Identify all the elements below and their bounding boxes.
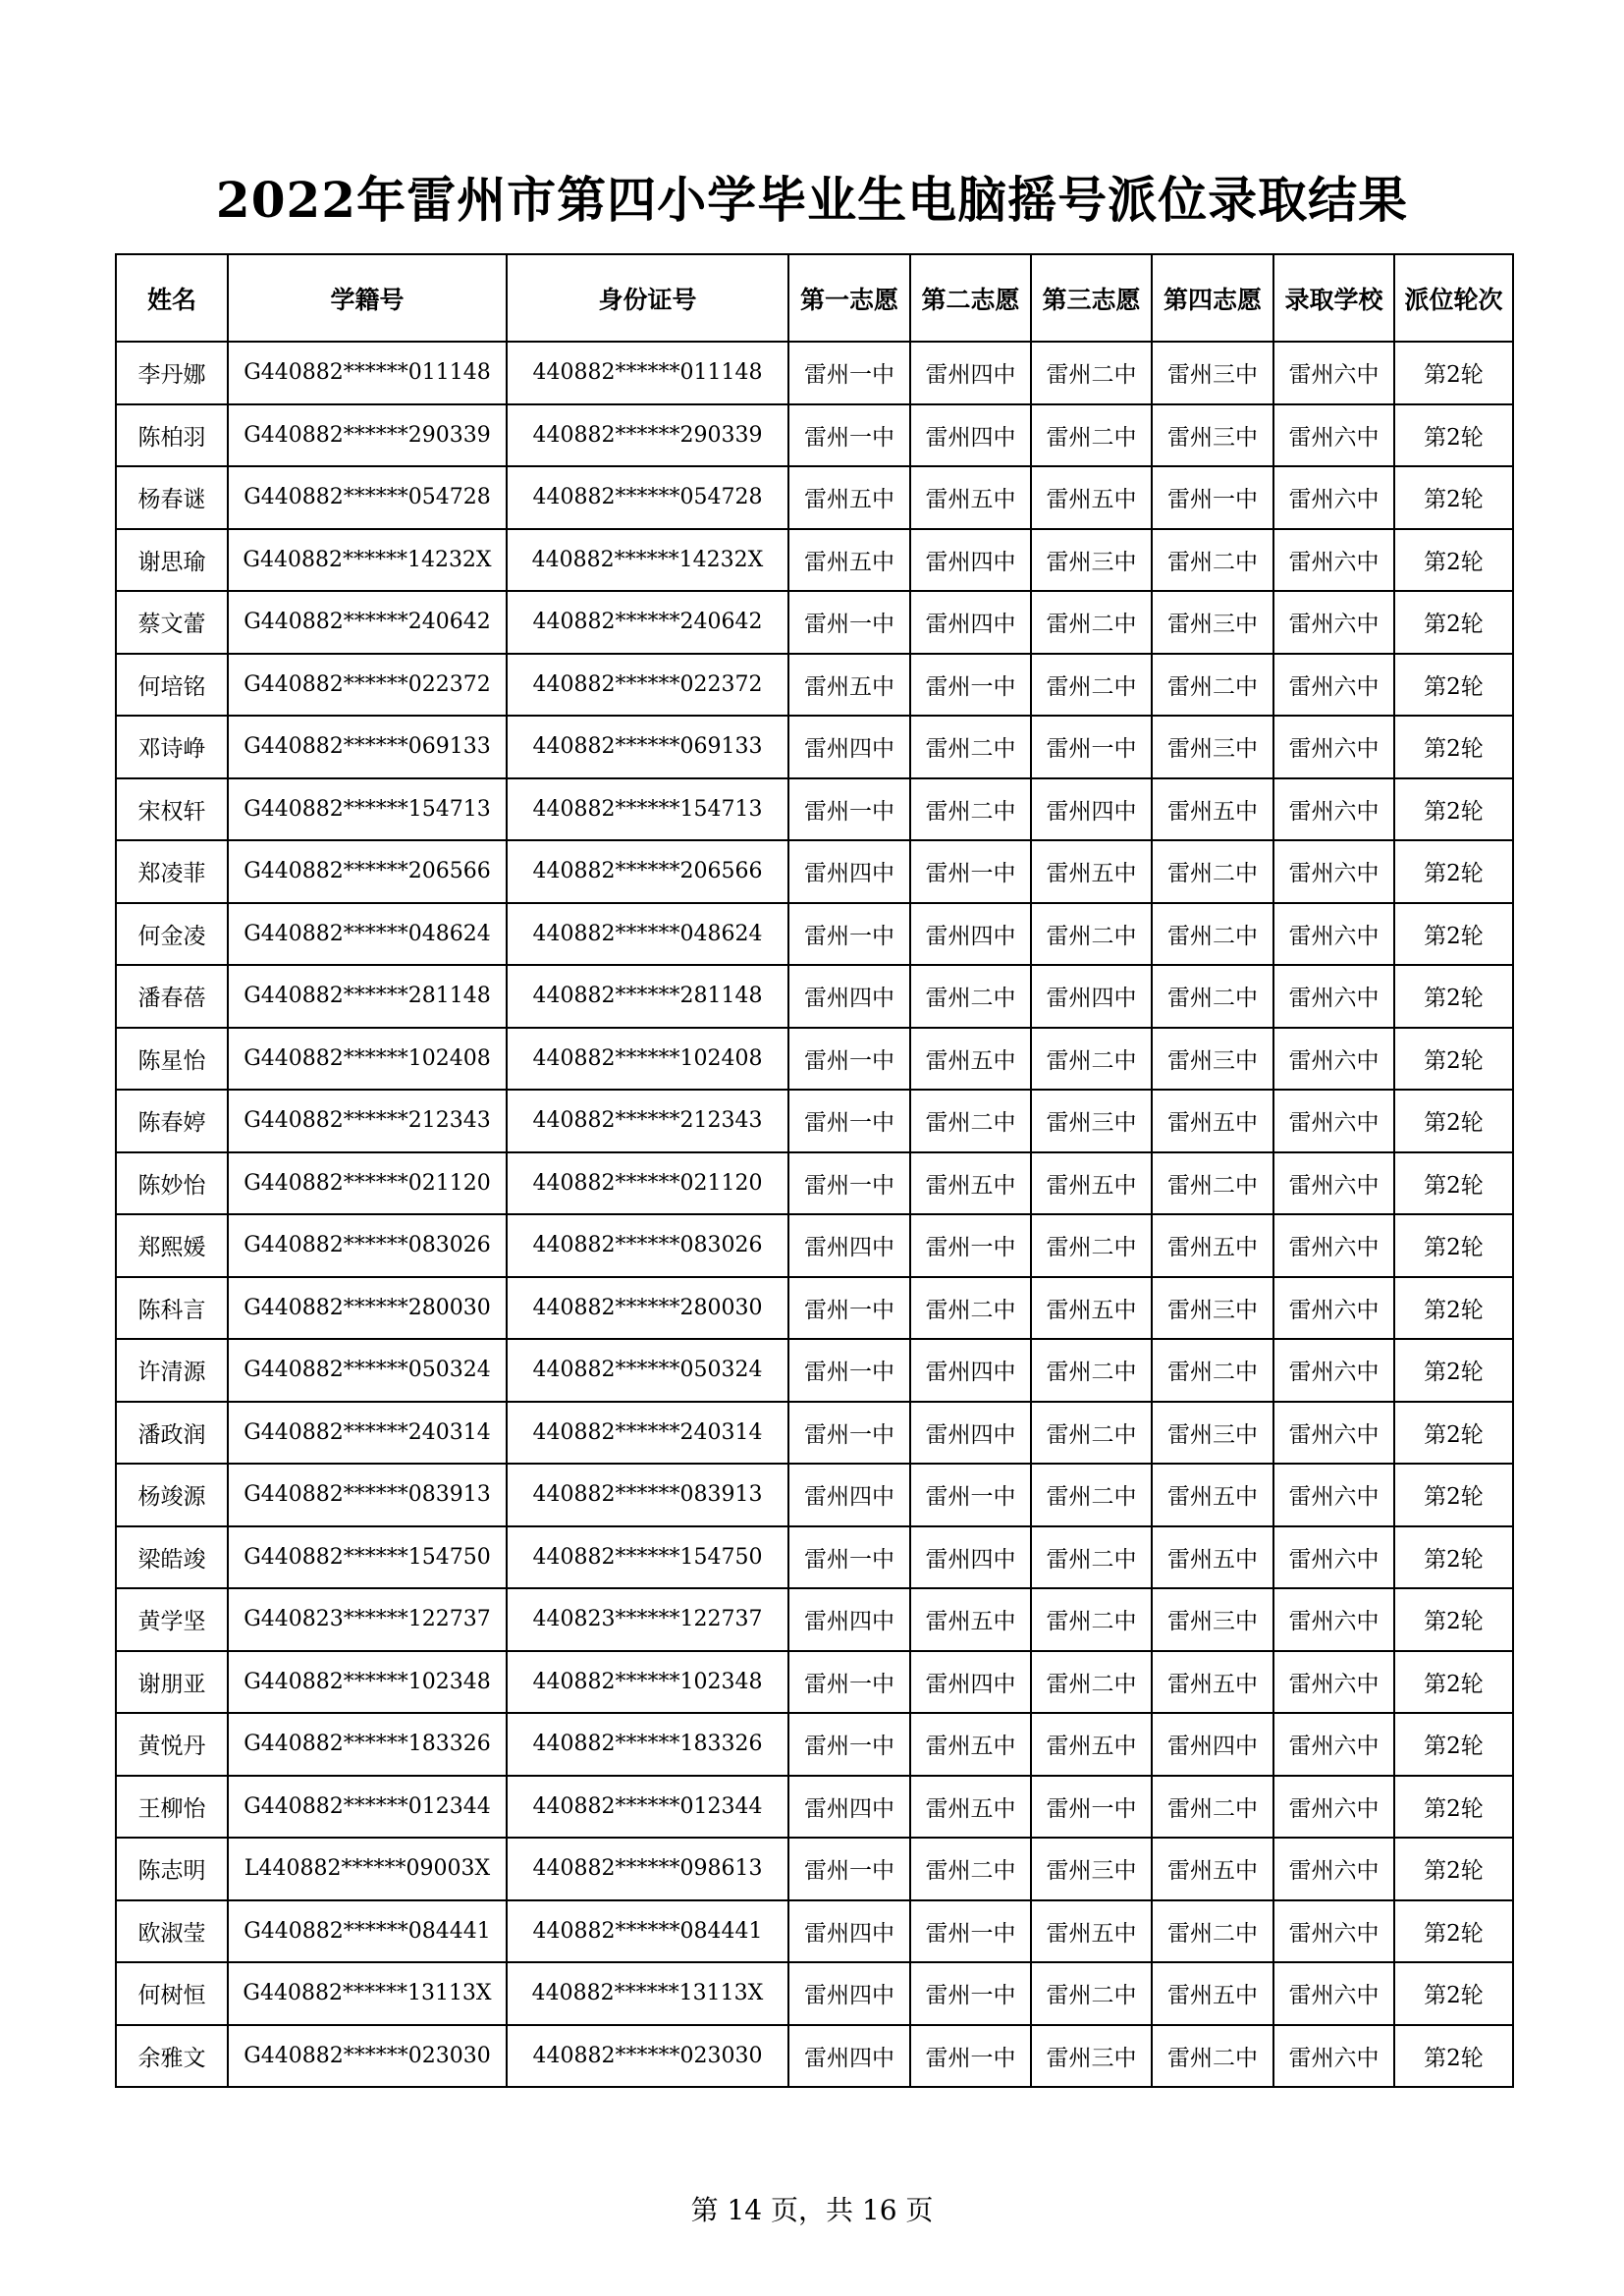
third-choice-cell: 雷州二中 <box>1031 654 1152 717</box>
admitted-school-cell: 雷州六中 <box>1273 1962 1394 2025</box>
name-cell: 何培铭 <box>116 654 228 717</box>
table-row <box>116 1090 1513 1152</box>
admitted-school-cell: 雷州六中 <box>1273 1090 1394 1152</box>
admitted-school-cell: 雷州六中 <box>1273 1526 1394 1589</box>
page-title: 2022年雷州市第四小学毕业生电脑摇号派位录取结果 <box>215 171 1409 229</box>
fourth-choice-cell: 雷州三中 <box>1152 1277 1273 1340</box>
third-choice-cell: 雷州二中 <box>1031 903 1152 966</box>
second-choice-cell: 雷州二中 <box>910 1277 1031 1340</box>
name-cell: 宋权轩 <box>116 778 228 841</box>
lottery-round-cell: 第2轮 <box>1394 342 1513 404</box>
first-choice-cell: 雷州四中 <box>788 716 910 778</box>
name-cell: 邓诗峥 <box>116 716 228 778</box>
third-choice-cell: 雷州二中 <box>1031 1588 1152 1651</box>
student-id-cell: G440882******054728 <box>228 466 507 529</box>
second-choice-cell: 雷州四中 <box>910 1339 1031 1402</box>
first-choice-cell: 雷州四中 <box>788 965 910 1028</box>
admitted-school-cell: 雷州六中 <box>1273 1900 1394 1963</box>
id-card-cell: 440882******083913 <box>507 1464 788 1526</box>
first-choice-cell: 雷州四中 <box>788 1900 910 1963</box>
admitted-school-cell: 雷州六中 <box>1273 342 1394 404</box>
name-cell: 陈妙怡 <box>116 1152 228 1215</box>
name-cell: 郑凌菲 <box>116 840 228 903</box>
first-choice-cell: 雷州四中 <box>788 1588 910 1651</box>
admitted-school-cell: 雷州六中 <box>1273 1152 1394 1215</box>
header-admitted-school: 录取学校 <box>1273 254 1394 342</box>
name-cell: 王柳怡 <box>116 1776 228 1839</box>
id-card-cell: 440882******13113X <box>507 1962 788 2025</box>
name-cell: 何树恒 <box>116 1962 228 2025</box>
lottery-round-cell: 第2轮 <box>1394 903 1513 966</box>
third-choice-cell: 雷州五中 <box>1031 1713 1152 1776</box>
second-choice-cell: 雷州二中 <box>910 778 1031 841</box>
student-id-cell: G440882******240642 <box>228 591 507 654</box>
fourth-choice-cell: 雷州五中 <box>1152 1464 1273 1526</box>
header-student-id: 学籍号 <box>228 254 507 342</box>
id-card-cell: 440823******122737 <box>507 1588 788 1651</box>
second-choice-cell: 雷州五中 <box>910 1588 1031 1651</box>
id-card-cell: 440882******102348 <box>507 1651 788 1714</box>
first-choice-cell: 雷州一中 <box>788 903 910 966</box>
first-choice-cell: 雷州一中 <box>788 778 910 841</box>
table-row <box>116 529 1513 592</box>
lottery-round-cell: 第2轮 <box>1394 1402 1513 1465</box>
fourth-choice-cell: 雷州二中 <box>1152 1152 1273 1215</box>
student-id-cell: G440882******084441 <box>228 1900 507 1963</box>
first-choice-cell: 雷州一中 <box>788 1090 910 1152</box>
fourth-choice-cell: 雷州一中 <box>1152 466 1273 529</box>
fourth-choice-cell: 雷州二中 <box>1152 529 1273 592</box>
table-header-row <box>116 254 1513 342</box>
first-choice-cell: 雷州五中 <box>788 466 910 529</box>
fourth-choice-cell: 雷州五中 <box>1152 1962 1273 2025</box>
name-cell: 许清源 <box>116 1339 228 1402</box>
name-cell: 黄悦丹 <box>116 1713 228 1776</box>
lottery-round-cell: 第2轮 <box>1394 1464 1513 1526</box>
header-fourth-choice: 第四志愿 <box>1152 254 1273 342</box>
second-choice-cell: 雷州一中 <box>910 840 1031 903</box>
fourth-choice-cell: 雷州二中 <box>1152 2025 1273 2088</box>
second-choice-cell: 雷州四中 <box>910 1651 1031 1714</box>
second-choice-cell: 雷州二中 <box>910 716 1031 778</box>
fourth-choice-cell: 雷州五中 <box>1152 1214 1273 1277</box>
id-card-cell: 440882******240642 <box>507 591 788 654</box>
fourth-choice-cell: 雷州五中 <box>1152 778 1273 841</box>
lottery-round-cell: 第2轮 <box>1394 965 1513 1028</box>
admitted-school-cell: 雷州六中 <box>1273 404 1394 467</box>
second-choice-cell: 雷州四中 <box>910 591 1031 654</box>
lottery-round-cell: 第2轮 <box>1394 1152 1513 1215</box>
third-choice-cell: 雷州一中 <box>1031 1776 1152 1839</box>
fourth-choice-cell: 雷州二中 <box>1152 965 1273 1028</box>
first-choice-cell: 雷州一中 <box>788 404 910 467</box>
table-row <box>116 778 1513 841</box>
lottery-round-cell: 第2轮 <box>1394 1838 1513 1900</box>
id-card-cell: 440882******14232X <box>507 529 788 592</box>
admitted-school-cell: 雷州六中 <box>1273 1339 1394 1402</box>
id-card-cell: 440882******240314 <box>507 1402 788 1465</box>
second-choice-cell: 雷州五中 <box>910 1028 1031 1091</box>
table-row <box>116 1339 1513 1402</box>
id-card-cell: 440882******022372 <box>507 654 788 717</box>
table-row <box>116 1402 1513 1465</box>
third-choice-cell: 雷州五中 <box>1031 1900 1152 1963</box>
id-card-cell: 440882******098613 <box>507 1838 788 1900</box>
second-choice-cell: 雷州五中 <box>910 1152 1031 1215</box>
second-choice-cell: 雷州一中 <box>910 1962 1031 2025</box>
third-choice-cell: 雷州二中 <box>1031 1526 1152 1589</box>
fourth-choice-cell: 雷州三中 <box>1152 404 1273 467</box>
student-id-cell: G440882******240314 <box>228 1402 507 1465</box>
admitted-school-cell: 雷州六中 <box>1273 1464 1394 1526</box>
third-choice-cell: 雷州二中 <box>1031 1962 1152 2025</box>
fourth-choice-cell: 雷州四中 <box>1152 1713 1273 1776</box>
admitted-school-cell: 雷州六中 <box>1273 1776 1394 1839</box>
student-id-cell: G440882******023030 <box>228 2025 507 2088</box>
lottery-round-cell: 第2轮 <box>1394 1588 1513 1651</box>
table-row <box>116 716 1513 778</box>
second-choice-cell: 雷州一中 <box>910 1214 1031 1277</box>
third-choice-cell: 雷州五中 <box>1031 1152 1152 1215</box>
fourth-choice-cell: 雷州三中 <box>1152 1588 1273 1651</box>
name-cell: 何金凌 <box>116 903 228 966</box>
lottery-round-cell: 第2轮 <box>1394 1339 1513 1402</box>
admitted-school-cell: 雷州六中 <box>1273 1402 1394 1465</box>
lottery-round-cell: 第2轮 <box>1394 1090 1513 1152</box>
first-choice-cell: 雷州四中 <box>788 1776 910 1839</box>
header-first-choice: 第一志愿 <box>788 254 910 342</box>
name-cell: 陈柏羽 <box>116 404 228 467</box>
id-card-cell: 440882******050324 <box>507 1339 788 1402</box>
student-id-cell: L440882******09003X <box>228 1838 507 1900</box>
header-second-choice: 第二志愿 <box>910 254 1031 342</box>
student-id-cell: G440882******021120 <box>228 1152 507 1215</box>
admitted-school-cell: 雷州六中 <box>1273 965 1394 1028</box>
table-row <box>116 1214 1513 1277</box>
admission-results-table <box>115 253 1514 2088</box>
lottery-round-cell: 第2轮 <box>1394 1713 1513 1776</box>
id-card-cell: 440882******154713 <box>507 778 788 841</box>
third-choice-cell: 雷州一中 <box>1031 716 1152 778</box>
third-choice-cell: 雷州二中 <box>1031 404 1152 467</box>
first-choice-cell: 雷州四中 <box>788 1962 910 2025</box>
name-cell: 余雅文 <box>116 2025 228 2088</box>
lottery-round-cell: 第2轮 <box>1394 1214 1513 1277</box>
student-id-cell: G440882******290339 <box>228 404 507 467</box>
name-cell: 陈春婷 <box>116 1090 228 1152</box>
lottery-round-cell: 第2轮 <box>1394 1776 1513 1839</box>
second-choice-cell: 雷州二中 <box>910 1838 1031 1900</box>
lottery-round-cell: 第2轮 <box>1394 1526 1513 1589</box>
student-id-cell: G440882******069133 <box>228 716 507 778</box>
name-cell: 潘春蓓 <box>116 965 228 1028</box>
id-card-cell: 440882******054728 <box>507 466 788 529</box>
id-card-cell: 440882******183326 <box>507 1713 788 1776</box>
fourth-choice-cell: 雷州三中 <box>1152 1402 1273 1465</box>
first-choice-cell: 雷州五中 <box>788 654 910 717</box>
student-id-cell: G440882******14232X <box>228 529 507 592</box>
admitted-school-cell: 雷州六中 <box>1273 654 1394 717</box>
fourth-choice-cell: 雷州二中 <box>1152 840 1273 903</box>
admitted-school-cell: 雷州六中 <box>1273 716 1394 778</box>
lottery-round-cell: 第2轮 <box>1394 529 1513 592</box>
table-row <box>116 1900 1513 1963</box>
id-card-cell: 440882******069133 <box>507 716 788 778</box>
second-choice-cell: 雷州一中 <box>910 654 1031 717</box>
admitted-school-cell: 雷州六中 <box>1273 840 1394 903</box>
admitted-school-cell: 雷州六中 <box>1273 1028 1394 1091</box>
admitted-school-cell: 雷州六中 <box>1273 778 1394 841</box>
lottery-round-cell: 第2轮 <box>1394 1277 1513 1340</box>
student-id-cell: G440823******122737 <box>228 1588 507 1651</box>
third-choice-cell: 雷州二中 <box>1031 1028 1152 1091</box>
first-choice-cell: 雷州四中 <box>788 840 910 903</box>
admitted-school-cell: 雷州六中 <box>1273 1651 1394 1714</box>
table-row <box>116 965 1513 1028</box>
name-cell: 潘政润 <box>116 1402 228 1465</box>
second-choice-cell: 雷州二中 <box>910 965 1031 1028</box>
first-choice-cell: 雷州一中 <box>788 1028 910 1091</box>
student-id-cell: G440882******022372 <box>228 654 507 717</box>
first-choice-cell: 雷州一中 <box>788 1526 910 1589</box>
first-choice-cell: 雷州一中 <box>788 1713 910 1776</box>
header-name: 姓名 <box>116 254 228 342</box>
id-card-cell: 440882******102408 <box>507 1028 788 1091</box>
first-choice-cell: 雷州一中 <box>788 1339 910 1402</box>
fourth-choice-cell: 雷州二中 <box>1152 1900 1273 1963</box>
lottery-round-cell: 第2轮 <box>1394 778 1513 841</box>
table-row <box>116 1588 1513 1651</box>
name-cell: 欧淑莹 <box>116 1900 228 1963</box>
id-card-cell: 440882******084441 <box>507 1900 788 1963</box>
admitted-school-cell: 雷州六中 <box>1273 529 1394 592</box>
second-choice-cell: 雷州二中 <box>910 1090 1031 1152</box>
first-choice-cell: 雷州四中 <box>788 1214 910 1277</box>
second-choice-cell: 雷州一中 <box>910 2025 1031 2088</box>
fourth-choice-cell: 雷州五中 <box>1152 1651 1273 1714</box>
id-card-cell: 440882******290339 <box>507 404 788 467</box>
admitted-school-cell: 雷州六中 <box>1273 903 1394 966</box>
admitted-school-cell: 雷州六中 <box>1273 1713 1394 1776</box>
lottery-round-cell: 第2轮 <box>1394 716 1513 778</box>
admitted-school-cell: 雷州六中 <box>1273 2025 1394 2088</box>
table-row <box>116 903 1513 966</box>
fourth-choice-cell: 雷州二中 <box>1152 1339 1273 1402</box>
student-id-cell: G440882******011148 <box>228 342 507 404</box>
fourth-choice-cell: 雷州三中 <box>1152 716 1273 778</box>
third-choice-cell: 雷州二中 <box>1031 1214 1152 1277</box>
third-choice-cell: 雷州二中 <box>1031 591 1152 654</box>
second-choice-cell: 雷州四中 <box>910 903 1031 966</box>
page-number: 第 14 页，共 16 页 <box>690 2194 934 2226</box>
third-choice-cell: 雷州五中 <box>1031 840 1152 903</box>
table-row <box>116 342 1513 404</box>
lottery-round-cell: 第2轮 <box>1394 840 1513 903</box>
fourth-choice-cell: 雷州二中 <box>1152 903 1273 966</box>
second-choice-cell: 雷州五中 <box>910 1776 1031 1839</box>
student-id-cell: G440882******083913 <box>228 1464 507 1526</box>
fourth-choice-cell: 雷州三中 <box>1152 1028 1273 1091</box>
third-choice-cell: 雷州四中 <box>1031 965 1152 1028</box>
student-id-cell: G440882******102348 <box>228 1651 507 1714</box>
id-card-cell: 440882******154750 <box>507 1526 788 1589</box>
name-cell: 陈星怡 <box>116 1028 228 1091</box>
table-row <box>116 1152 1513 1215</box>
id-card-cell: 440882******011148 <box>507 342 788 404</box>
table-row <box>116 1526 1513 1589</box>
third-choice-cell: 雷州四中 <box>1031 778 1152 841</box>
second-choice-cell: 雷州一中 <box>910 1900 1031 1963</box>
first-choice-cell: 雷州五中 <box>788 529 910 592</box>
table-row <box>116 840 1513 903</box>
first-choice-cell: 雷州一中 <box>788 342 910 404</box>
admitted-school-cell: 雷州六中 <box>1273 466 1394 529</box>
id-card-cell: 440882******023030 <box>507 2025 788 2088</box>
table-row <box>116 466 1513 529</box>
first-choice-cell: 雷州四中 <box>788 1464 910 1526</box>
lottery-round-cell: 第2轮 <box>1394 1651 1513 1714</box>
student-id-cell: G440882******183326 <box>228 1713 507 1776</box>
third-choice-cell: 雷州二中 <box>1031 1402 1152 1465</box>
id-card-cell: 440882******048624 <box>507 903 788 966</box>
third-choice-cell: 雷州五中 <box>1031 1277 1152 1340</box>
id-card-cell: 440882******021120 <box>507 1152 788 1215</box>
first-choice-cell: 雷州一中 <box>788 1651 910 1714</box>
admitted-school-cell: 雷州六中 <box>1273 1277 1394 1340</box>
fourth-choice-cell: 雷州三中 <box>1152 591 1273 654</box>
name-cell: 谢思瑜 <box>116 529 228 592</box>
student-id-cell: G440882******206566 <box>228 840 507 903</box>
student-id-cell: G440882******280030 <box>228 1277 507 1340</box>
lottery-round-cell: 第2轮 <box>1394 1900 1513 1963</box>
name-cell: 李丹娜 <box>116 342 228 404</box>
admitted-school-cell: 雷州六中 <box>1273 1214 1394 1277</box>
name-cell: 梁皓竣 <box>116 1526 228 1589</box>
second-choice-cell: 雷州四中 <box>910 342 1031 404</box>
fourth-choice-cell: 雷州二中 <box>1152 1776 1273 1839</box>
lottery-round-cell: 第2轮 <box>1394 654 1513 717</box>
name-cell: 陈科言 <box>116 1277 228 1340</box>
third-choice-cell: 雷州五中 <box>1031 466 1152 529</box>
first-choice-cell: 雷州一中 <box>788 1838 910 1900</box>
lottery-round-cell: 第2轮 <box>1394 1028 1513 1091</box>
student-id-cell: G440882******050324 <box>228 1339 507 1402</box>
admitted-school-cell: 雷州六中 <box>1273 1838 1394 1900</box>
admitted-school-cell: 雷州六中 <box>1273 1588 1394 1651</box>
fourth-choice-cell: 雷州五中 <box>1152 1838 1273 1900</box>
lottery-round-cell: 第2轮 <box>1394 1962 1513 2025</box>
id-card-cell: 440882******012344 <box>507 1776 788 1839</box>
name-cell: 谢朋亚 <box>116 1651 228 1714</box>
fourth-choice-cell: 雷州五中 <box>1152 1526 1273 1589</box>
second-choice-cell: 雷州四中 <box>910 1402 1031 1465</box>
second-choice-cell: 雷州五中 <box>910 466 1031 529</box>
second-choice-cell: 雷州五中 <box>910 1713 1031 1776</box>
name-cell: 陈志明 <box>116 1838 228 1900</box>
name-cell: 郑熙媛 <box>116 1214 228 1277</box>
student-id-cell: G440882******102408 <box>228 1028 507 1091</box>
table-row <box>116 1962 1513 2025</box>
header-third-choice: 第三志愿 <box>1031 254 1152 342</box>
table-row <box>116 654 1513 717</box>
first-choice-cell: 雷州一中 <box>788 1277 910 1340</box>
fourth-choice-cell: 雷州二中 <box>1152 654 1273 717</box>
table-row <box>116 1277 1513 1340</box>
second-choice-cell: 雷州四中 <box>910 1526 1031 1589</box>
name-cell: 黄学坚 <box>116 1588 228 1651</box>
third-choice-cell: 雷州二中 <box>1031 342 1152 404</box>
third-choice-cell: 雷州三中 <box>1031 529 1152 592</box>
id-card-cell: 440882******281148 <box>507 965 788 1028</box>
third-choice-cell: 雷州三中 <box>1031 1090 1152 1152</box>
id-card-cell: 440882******212343 <box>507 1090 788 1152</box>
name-cell: 蔡文蕾 <box>116 591 228 654</box>
table-row <box>116 1651 1513 1714</box>
third-choice-cell: 雷州三中 <box>1031 2025 1152 2088</box>
fourth-choice-cell: 雷州三中 <box>1152 342 1273 404</box>
student-id-cell: G440882******012344 <box>228 1776 507 1839</box>
student-id-cell: G440882******048624 <box>228 903 507 966</box>
student-id-cell: G440882******13113X <box>228 1962 507 2025</box>
header-id-card: 身份证号 <box>507 254 788 342</box>
table-row <box>116 1464 1513 1526</box>
third-choice-cell: 雷州二中 <box>1031 1464 1152 1526</box>
table-row <box>116 1028 1513 1091</box>
table-row <box>116 2025 1513 2088</box>
id-card-cell: 440882******083026 <box>507 1214 788 1277</box>
first-choice-cell: 雷州一中 <box>788 591 910 654</box>
lottery-round-cell: 第2轮 <box>1394 404 1513 467</box>
second-choice-cell: 雷州四中 <box>910 529 1031 592</box>
admitted-school-cell: 雷州六中 <box>1273 591 1394 654</box>
header-lottery-round: 派位轮次 <box>1394 254 1513 342</box>
name-cell: 杨春谜 <box>116 466 228 529</box>
second-choice-cell: 雷州一中 <box>910 1464 1031 1526</box>
table-row <box>116 1838 1513 1900</box>
student-id-cell: G440882******281148 <box>228 965 507 1028</box>
lottery-round-cell: 第2轮 <box>1394 591 1513 654</box>
table-row <box>116 591 1513 654</box>
second-choice-cell: 雷州四中 <box>910 404 1031 467</box>
table-row <box>116 404 1513 467</box>
id-card-cell: 440882******206566 <box>507 840 788 903</box>
student-id-cell: G440882******154713 <box>228 778 507 841</box>
fourth-choice-cell: 雷州五中 <box>1152 1090 1273 1152</box>
first-choice-cell: 雷州一中 <box>788 1402 910 1465</box>
first-choice-cell: 雷州一中 <box>788 1152 910 1215</box>
lottery-round-cell: 第2轮 <box>1394 2025 1513 2088</box>
student-id-cell: G440882******212343 <box>228 1090 507 1152</box>
table-body <box>116 342 1513 2087</box>
third-choice-cell: 雷州三中 <box>1031 1838 1152 1900</box>
student-id-cell: G440882******083026 <box>228 1214 507 1277</box>
student-id-cell: G440882******154750 <box>228 1526 507 1589</box>
first-choice-cell: 雷州四中 <box>788 2025 910 2088</box>
name-cell: 杨竣源 <box>116 1464 228 1526</box>
table-row <box>116 1776 1513 1839</box>
lottery-round-cell: 第2轮 <box>1394 466 1513 529</box>
third-choice-cell: 雷州二中 <box>1031 1339 1152 1402</box>
id-card-cell: 440882******280030 <box>507 1277 788 1340</box>
table-row <box>116 1713 1513 1776</box>
third-choice-cell: 雷州二中 <box>1031 1651 1152 1714</box>
